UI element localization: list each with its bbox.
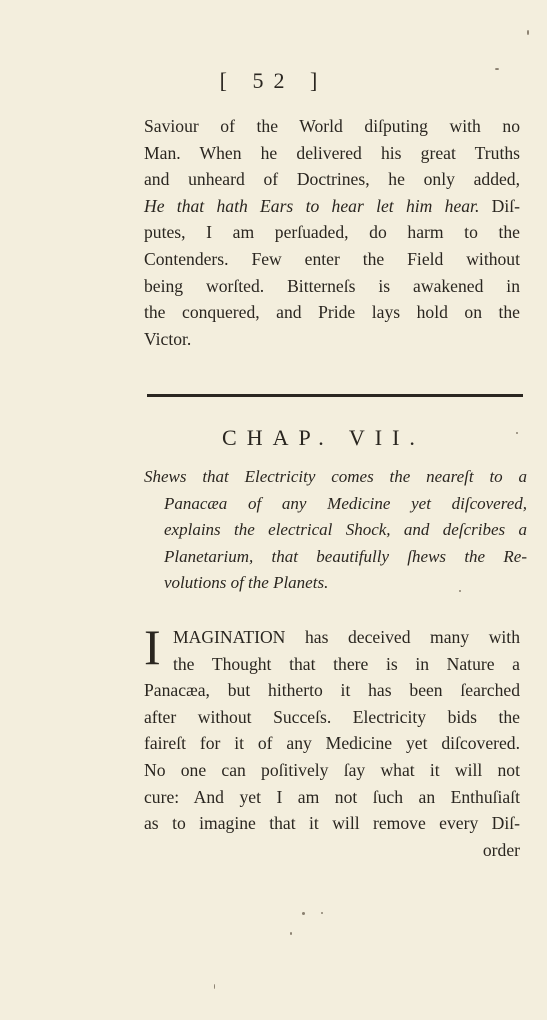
- drop-cap: I: [144, 619, 161, 675]
- summary-line: Shews that Electricity comes the neareſt to a: [144, 467, 527, 486]
- section-divider: [147, 394, 523, 397]
- paper-speck: [495, 68, 499, 70]
- text-line: putes, I am perſuaded, do harm to the: [144, 222, 520, 243]
- text-line: the conquered, and Pride lays hold on the: [144, 302, 520, 323]
- text-line: the Thought that there is in Nature a: [173, 653, 520, 674]
- text-line: No one can poſitively ſay what it will not: [144, 759, 520, 780]
- text-line: faireſt for it of any Medicine yet diſcovered.: [144, 733, 520, 754]
- summary-line: explains the electrical Shock, and deſcribes a: [164, 520, 527, 540]
- text-line-quote: [144, 193, 520, 220]
- text-line: Saviour of the World diſputing with no: [144, 116, 520, 136]
- catchword: order: [482, 839, 520, 860]
- text-line: being worſted. Bitterneſs is awakened in: [144, 275, 520, 296]
- paper-speck: [459, 590, 461, 592]
- page-number: [ 52 ]: [219, 68, 328, 93]
- text-line: and unheard of Doctrines, he only added,: [144, 169, 520, 190]
- paper-speck: [516, 432, 518, 434]
- paper-speck: [290, 932, 292, 935]
- paper-speck: [214, 984, 215, 989]
- chapter-heading: CHAP. VII.: [222, 425, 425, 450]
- summary-line: volutions of the Planets.: [164, 573, 329, 593]
- body-paragraph: [144, 619, 520, 863]
- summary-line: Panacæa of any Medicine yet diſcovered,: [164, 493, 527, 513]
- text-line: Man. When he delivered his great Truths: [144, 142, 520, 163]
- text-line: Victor.: [144, 328, 192, 349]
- text-fragment: Diſ-: [479, 195, 520, 216]
- text-line: after without Succeſs. Electricity bids the: [144, 706, 520, 727]
- text-line: as to imagine that it will remove every Diſ-: [144, 813, 520, 834]
- text-line: cure: And yet I am not ſuch an Enthuſiaſt: [144, 786, 520, 807]
- paper-speck: [527, 30, 529, 35]
- text-line: Panacæa, but hitherto it has been ſearched: [144, 680, 520, 701]
- chapter-summary: [144, 464, 527, 597]
- top-paragraph: [144, 113, 520, 352]
- text-line: MAGINATION has deceived many with: [173, 627, 520, 647]
- paper-speck: [321, 912, 323, 914]
- summary-line: Planetarium, that beautifully ſhews the Re-: [164, 546, 527, 566]
- quote-text: He that hath Ears to hear let him hear.: [144, 195, 480, 216]
- paper-speck: [302, 912, 305, 915]
- text-line: Contenders. Few enter the Field without: [144, 248, 520, 269]
